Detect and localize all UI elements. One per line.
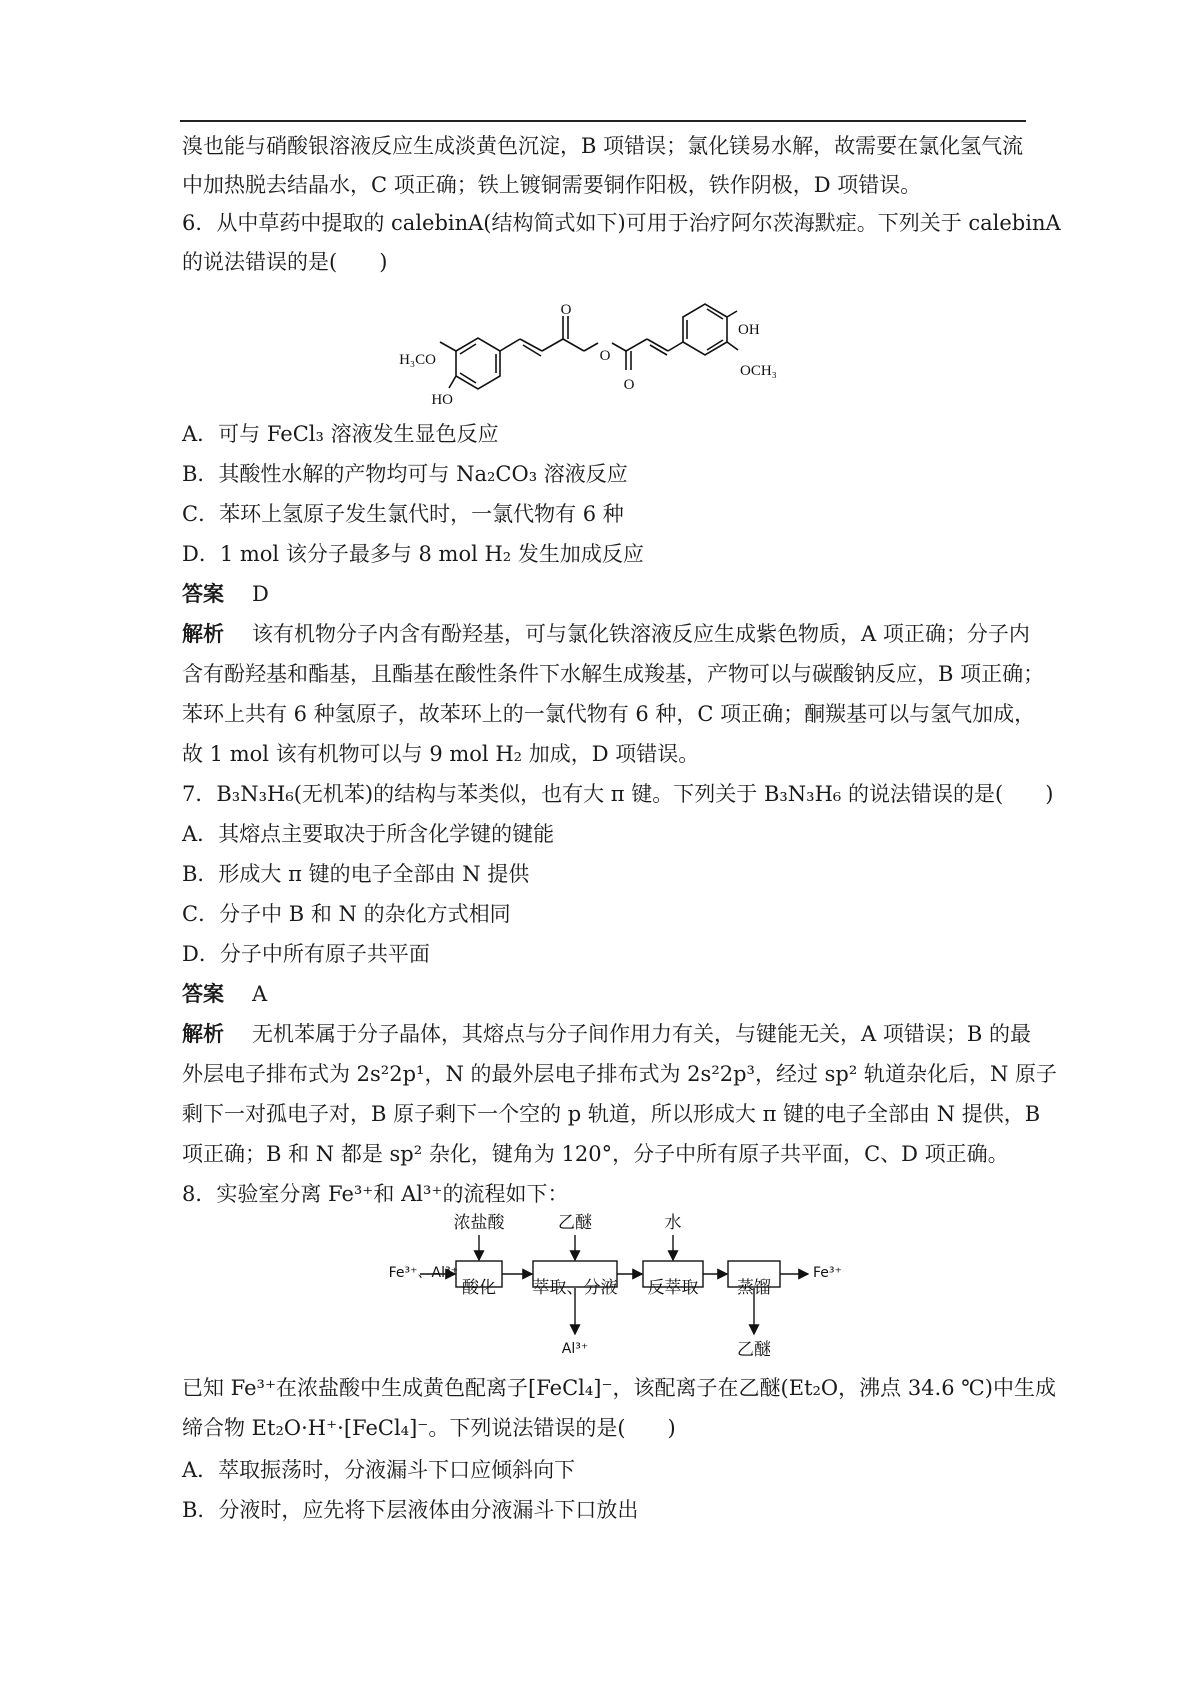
question-6-stem: 的说法错误的是( ) [182,250,388,274]
answer-6 [182,580,269,608]
hydroxy-label-left: HO [431,392,453,408]
ester-carbonyl-oxygen-label: O [623,377,635,393]
option-8a: A．萃取振荡时，分液漏斗下口应倾斜向下 [182,1458,576,1482]
text-line: 溴也能与硝酸银溶液反应生成淡黄色沉淀，B 项错误；氯化镁易水解，故需要在氯化氢气流 [182,134,1024,158]
methoxy-label-right: OCH₃ [740,363,777,379]
option-6c: C．苯环上氢原子发生氯代时，一氯代物有 6 种 [182,502,624,526]
flow-ether-label: 乙醚 [737,1340,771,1360]
flow-input-label: Fe³⁺、Al³⁺ [388,1265,458,1281]
flow-box-acidify [456,1261,502,1287]
hydroxy-label-right: OH [738,322,760,338]
benzene-ring-right [683,304,727,355]
answer-label: 答案 [182,581,224,606]
reagent-hcl: 浓盐酸 [453,1213,505,1233]
answer-value: D [252,582,269,606]
option-7a: A．其熔点主要取决于所含化学键的键能 [182,822,555,846]
flow-box-extract [533,1261,617,1287]
flow-box-distill [728,1261,780,1287]
flow-step-back-extract: 反萃取 [647,1278,699,1298]
text-line: 故 1 mol 该有机物可以与 9 mol H₂ 加成，D 项错误。 [182,742,700,766]
question-8-known: 已知 Fe³⁺在浓盐酸中生成黄色配离子[FeCl₄]⁻，该配离子在乙醚(Et₂O，沸点 34.6 ℃)中生成 [182,1376,1056,1400]
option-7b: B．形成大 π 键的电子全部由 N 提供 [182,862,530,886]
explanation-label: 解析 [182,1021,224,1046]
option-6b: B．其酸性水解的产物均可与 Na₂CO₃ 溶液反应 [182,462,628,486]
methoxy-label-left: H₃CO [399,352,436,368]
question-6-stem: 6．从中草药中提取的 calebinA(结构简式如下)可用于治疗阿尔茨海默症。下列关于 calebinA [182,211,1061,235]
reagent-ether: 乙醚 [558,1213,592,1233]
flow-step-acidify: 酸化 [462,1278,496,1298]
option-6d: D．1 mol 该分子最多与 8 mol H₂ 发生加成反应 [182,542,644,566]
question-7-stem: 7．B₃N₃H₆(无机苯)的结构与苯类似，也有大 π 键。下列关于 B₃N₃H₆ 的说法错误的是( ) [182,782,1054,806]
explanation-label: 解析 [182,621,224,646]
text-line: 含有酚羟基和酯基，且酯基在酸性条件下水解生成羧基，产物可以与碳酸钠反应，B 项正确； [182,662,1045,686]
explanation-text: 该有机物分子内含有酚羟基，可与氯化铁溶液反应生成紫色物质，A 项正确；分子内 [252,622,1030,646]
question-8-known: 缔合物 Et₂O·H⁺·[FeCl₄]⁻。下列说法错误的是( ) [182,1416,676,1440]
ketone-oxygen-label: O [560,302,572,318]
answer-value: A [252,982,268,1006]
ester-oxygen-label: O [599,348,611,364]
text-line: 项正确；B 和 N 都是 sp² 杂化，键角为 120°，分子中所有原子共平面，C、D 项正确。 [182,1142,1009,1166]
text-line: 外层电子排布式为 2s²2p¹，N 的最外层电子排布式为 2s²2p³，经过 sp² 轨道杂化后，N 原子 [182,1062,1057,1086]
option-6a: A．可与 FeCl₃ 溶液发生显色反应 [182,422,499,446]
header-rule [180,120,1026,122]
benzene-ring-left [456,338,500,389]
option-7c: C．分子中 B 和 N 的杂化方式相同 [182,902,511,926]
text-line: 剩下一对孤电子对，B 原子剩下一个空的 p 轨道，所以形成大 π 键的电子全部由 N 提供，B [182,1102,1041,1126]
answer-label: 答案 [182,981,224,1006]
explanation-7 [182,1020,1031,1048]
flow-al-label: Al³⁺ [561,1341,589,1357]
flow-step-extract: 萃取、分液 [532,1278,618,1298]
option-7d: D．分子中所有原子共平面 [182,942,430,966]
text-line: 中加热脱去结晶水，C 项正确；铁上镀铜需要铜作阳极，铁作阴极，D 项错误。 [182,173,922,197]
question-8-stem: 8．实验室分离 Fe³⁺和 Al³⁺的流程如下： [182,1182,569,1206]
answer-7 [182,980,267,1008]
reagent-water: 水 [664,1213,682,1233]
option-8b: B．分液时，应先将下层液体由分液漏斗下口放出 [182,1498,639,1522]
flow-output-label: Fe³⁺ [813,1265,842,1281]
explanation-6 [182,620,1030,648]
explanation-text: 无机苯属于分子晶体，其熔点与分子间作用力有关，与键能无关，A 项错误；B 的最 [252,1022,1031,1046]
flow-step-distill: 蒸馏 [737,1278,771,1298]
text-line: 苯环上共有 6 种氢原子，故苯环上的一氯代物有 6 种，C 项正确；酮羰基可以与氢气加成， [182,702,1036,726]
flow-box-back-extract [643,1261,703,1287]
